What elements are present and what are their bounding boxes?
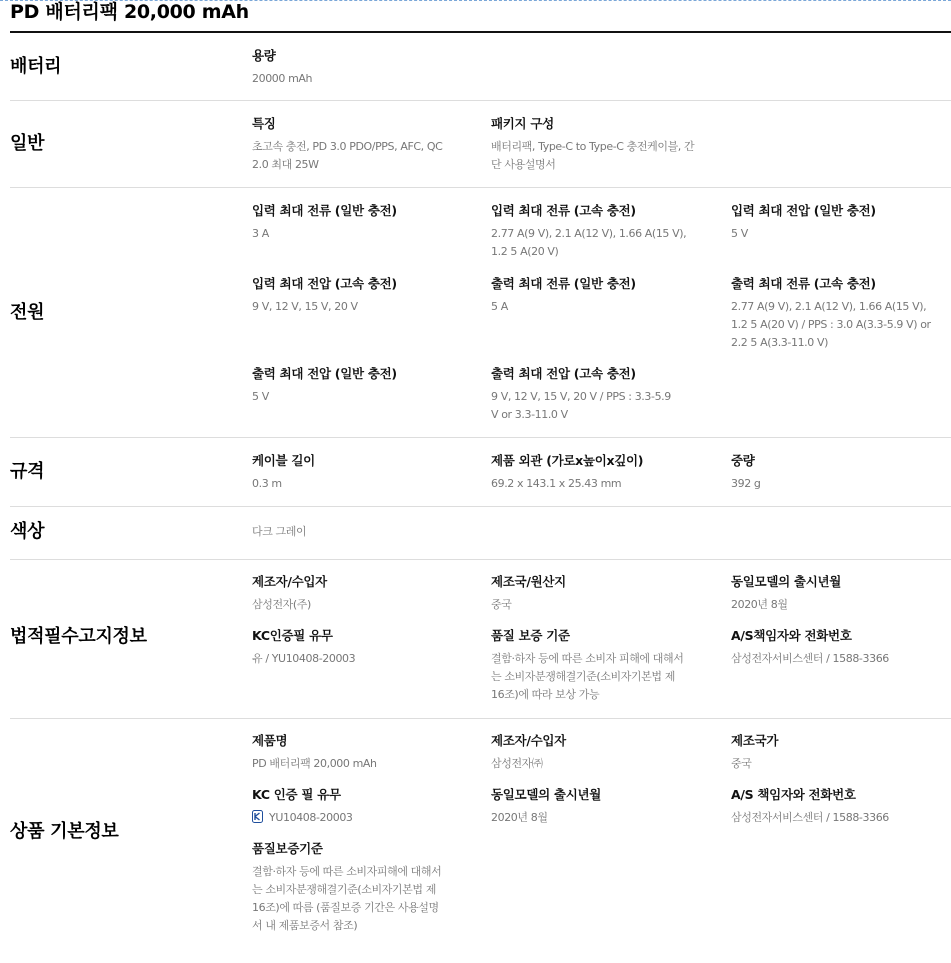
spec-item [252, 733, 457, 773]
section-general [10, 101, 951, 188]
spec-item [252, 116, 457, 174]
spec-item [731, 203, 936, 243]
spec-value: 삼성전자㈜ [491, 757, 543, 770]
spec-item [491, 628, 687, 704]
spec-item [252, 203, 457, 243]
spec-value: 20000 mAh [252, 72, 313, 85]
spec-item [252, 628, 457, 668]
spec-item [491, 453, 696, 493]
spec-value: 초고속 충전, PD 3.0 PDO/PPS, AFC, QC 2.0 최대 25W [252, 140, 443, 171]
spec-title: 케이블 길이 [252, 453, 315, 468]
spec-value: 5 A [491, 300, 508, 313]
spec-value: 삼성전자(주) [252, 598, 311, 611]
page-title: PD 배터리팩 20,000 mAh [10, 1, 249, 23]
section-spec [10, 438, 951, 507]
spec-value-row [252, 809, 457, 827]
spec-value: 삼성전자서비스센터 / 1588-3366 [731, 811, 889, 824]
spec-title: 출력 최대 전류 (고속 충전) [731, 276, 876, 291]
spec-title: 출력 최대 전류 (일반 충전) [491, 276, 636, 291]
spec-item [252, 841, 444, 935]
section-label: 전원 [10, 302, 45, 323]
spec-title: 제조자/수입자 [491, 733, 566, 748]
spec-value: YU10408-20003 [269, 811, 353, 824]
spec-item [252, 787, 457, 827]
spec-item [491, 787, 696, 827]
spec-value: 9 V, 12 V, 15 V, 20 V / PPS : 3.3-5.9 V or 3.3-11.0 V [491, 390, 671, 421]
spec-value: 중국 [491, 598, 512, 611]
spec-value: 배터리팩, Type-C to Type-C 충전케이블, 간단 사용설명서 [491, 140, 695, 171]
spec-value: 5 V [252, 390, 269, 403]
spec-value: 3 A [252, 227, 269, 240]
spec-title: 제조자/수입자 [252, 574, 327, 589]
spec-title: 입력 최대 전압 (일반 충전) [731, 203, 876, 218]
spec-value: 결함·하자 등에 따른 소비자피해에 대해서는 소비자분쟁해결기준(소비자기본법 제16조)에 따름 (품질보증 기간은 사용설명서 내 제품보증서 참조) [252, 865, 442, 932]
spec-item [491, 203, 701, 261]
spec-item [252, 48, 457, 88]
spec-value: 결함·하자 등에 따른 소비자 피해에 대해서는 소비자분쟁해결기준(소비자기본법 제16조)에 따라 보상 가능 [491, 652, 684, 701]
section-basic-info [10, 719, 951, 963]
spec-title: 제조국/원산지 [491, 574, 566, 589]
spec-item [731, 453, 936, 493]
spec-value: 0.3 m [252, 477, 282, 490]
spec-title: A/S 책임자와 전화번호 [731, 787, 856, 802]
spec-item [491, 116, 696, 174]
section-label: 상품 기본정보 [10, 821, 119, 842]
spec-title: 용량 [252, 48, 276, 63]
spec-value: 2020년 8월 [731, 598, 788, 611]
spec-title: 중량 [731, 453, 755, 468]
spec-title: KC인증필 유무 [252, 628, 333, 643]
section-label: 색상 [10, 521, 45, 542]
spec-item [731, 276, 931, 352]
spec-item [252, 574, 457, 614]
section-label: 배터리 [10, 56, 62, 77]
spec-value: 2.77 A(9 V), 2.1 A(12 V), 1.66 A(15 V), 1.2 5 A(20 V) / PPS : 3.0 A(3.3-5.9 V) or 2.2 5 A(3.3-11.0 V) [731, 300, 931, 349]
section-power [10, 188, 951, 438]
spec-title: 입력 최대 전류 (일반 충전) [252, 203, 397, 218]
spec-item [731, 733, 936, 773]
spec-title: 출력 최대 전압 (일반 충전) [252, 366, 397, 381]
spec-value: 392 g [731, 477, 761, 490]
spec-item [252, 519, 457, 541]
spec-title: 제품명 [252, 733, 288, 748]
spec-item [252, 366, 457, 406]
spec-title: 동일모델의 출시년월 [491, 787, 602, 802]
section-legal [10, 560, 951, 719]
section-battery [10, 33, 951, 101]
spec-value: 다크 그레이 [252, 525, 307, 538]
spec-value: 중국 [731, 757, 752, 770]
spec-value: 유 / YU10408-20003 [252, 652, 356, 665]
spec-item [491, 574, 696, 614]
spec-title: KC 인증 필 유무 [252, 787, 341, 802]
spec-item [491, 366, 681, 424]
spec-title: 제조국가 [731, 733, 779, 748]
spec-value: 2.77 A(9 V), 2.1 A(12 V), 1.66 A(15 V), 1.2 5 A(20 V) [491, 227, 687, 258]
spec-item [731, 787, 936, 827]
spec-value: 69.2 x 143.1 x 25.43 mm [491, 477, 622, 490]
spec-value: 5 V [731, 227, 748, 240]
section-color [10, 507, 951, 560]
spec-title: 특징 [252, 116, 276, 131]
spec-title: 출력 최대 전압 (고속 충전) [491, 366, 636, 381]
spec-title: 품질보증기준 [252, 841, 323, 856]
spec-value: 2020년 8월 [491, 811, 548, 824]
spec-value: 9 V, 12 V, 15 V, 20 V [252, 300, 358, 313]
spec-item [731, 574, 936, 614]
spec-item [252, 276, 457, 316]
section-label: 일반 [10, 133, 45, 154]
spec-title: 패키지 구성 [491, 116, 554, 131]
spec-title: A/S책임자와 전화번호 [731, 628, 852, 643]
spec-item [731, 628, 936, 668]
kc-certification-icon [252, 810, 263, 823]
spec-title: 제품 외관 (가로x높이x깊이) [491, 453, 644, 468]
spec-value: 삼성전자서비스센터 / 1588-3366 [731, 652, 889, 665]
spec-title: 품질 보증 기준 [491, 628, 570, 643]
spec-title: 입력 최대 전압 (고속 충전) [252, 276, 397, 291]
spec-value: PD 배터리팩 20,000 mAh [252, 757, 377, 770]
spec-item [252, 453, 457, 493]
spec-title: 동일모델의 출시년월 [731, 574, 842, 589]
section-label: 규격 [10, 461, 45, 482]
spec-title: 입력 최대 전류 (고속 충전) [491, 203, 636, 218]
spec-item [491, 276, 696, 316]
spec-item [491, 733, 696, 773]
section-label: 법적필수고지정보 [10, 626, 147, 647]
